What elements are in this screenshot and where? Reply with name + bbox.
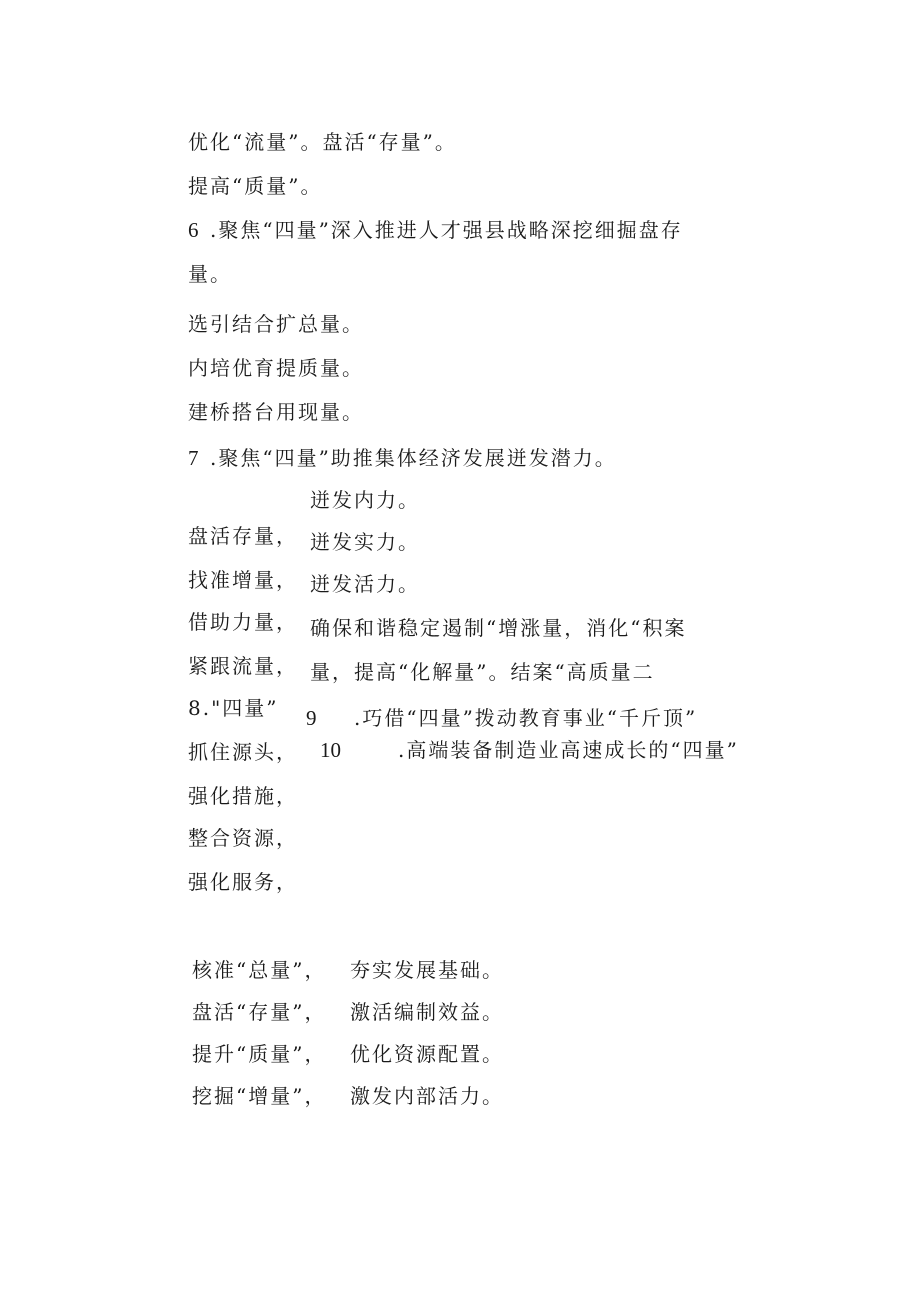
item-10-number: 10: [320, 738, 341, 762]
right-item-1: 迸发内力。: [310, 488, 420, 512]
item-7-title: .聚焦“四量”助推集体经济发展迸发潜力。: [210, 446, 617, 470]
item-6-title: .聚焦“四量”深入推进人才强县战略深挖细掘盘存: [210, 218, 683, 242]
intro-line-2: 提高“质量”。: [188, 174, 323, 198]
bottom-list-text-3: 优化资源配置。: [350, 1042, 504, 1066]
item-7-number: 7: [188, 446, 199, 470]
left-item-1: 盘活存量，: [188, 524, 298, 548]
item-6-title-continued: 量。: [188, 262, 232, 286]
bottom-list-label-3: 提升“质量”，: [192, 1042, 327, 1066]
item-8-heading: 8."四量”: [188, 696, 279, 720]
bottom-list-text-4: 激发内部活力。: [350, 1084, 504, 1108]
item-9-title: .巧借“四量”拨动教育事业“千斤顶”: [354, 706, 698, 730]
bottom-list-label-1: 核准“总量”，: [192, 958, 327, 982]
right-item-3: 迸发活力。: [310, 572, 420, 596]
right-paragraph-line-2: 量，提高“化解量”。结案“高质量二: [310, 660, 655, 684]
bottom-list-label-4: 挖掘“增量”，: [192, 1084, 327, 1108]
bottom-list-label-2: 盘活“存量”，: [192, 1000, 327, 1024]
right-paragraph-line-1: 确保和谐稳定遏制“增涨量，消化“积案: [310, 616, 687, 640]
bottom-list-text-1: 夯实发展基础。: [350, 958, 504, 982]
left-item-3: 借助力量，: [188, 610, 298, 634]
left-item-2: 找准增量，: [188, 568, 298, 592]
left-item-6: 抓住源头，: [188, 740, 298, 764]
bottom-list-text-2: 激活编制效益。: [350, 1000, 504, 1024]
item-6-point-1: 选引结合扩总量。: [188, 312, 364, 336]
item-6-number: 6: [188, 218, 199, 242]
item-6-point-3: 建桥搭台用现量。: [188, 400, 364, 424]
item-10-title: .高端装备制造业高速成长的“四量”: [398, 738, 739, 762]
left-item-8: 整合资源，: [188, 826, 298, 850]
item-9-number: 9: [306, 706, 317, 730]
left-item-9: 强化服务，: [188, 870, 298, 894]
item-6-point-2: 内培优育提质量。: [188, 356, 364, 380]
left-item-4: 紧跟流量，: [188, 654, 298, 678]
right-item-2: 迸发实力。: [310, 530, 420, 554]
left-item-7: 强化措施，: [188, 784, 298, 808]
intro-line-1: 优化“流量”。盘活“存量”。: [188, 130, 457, 154]
